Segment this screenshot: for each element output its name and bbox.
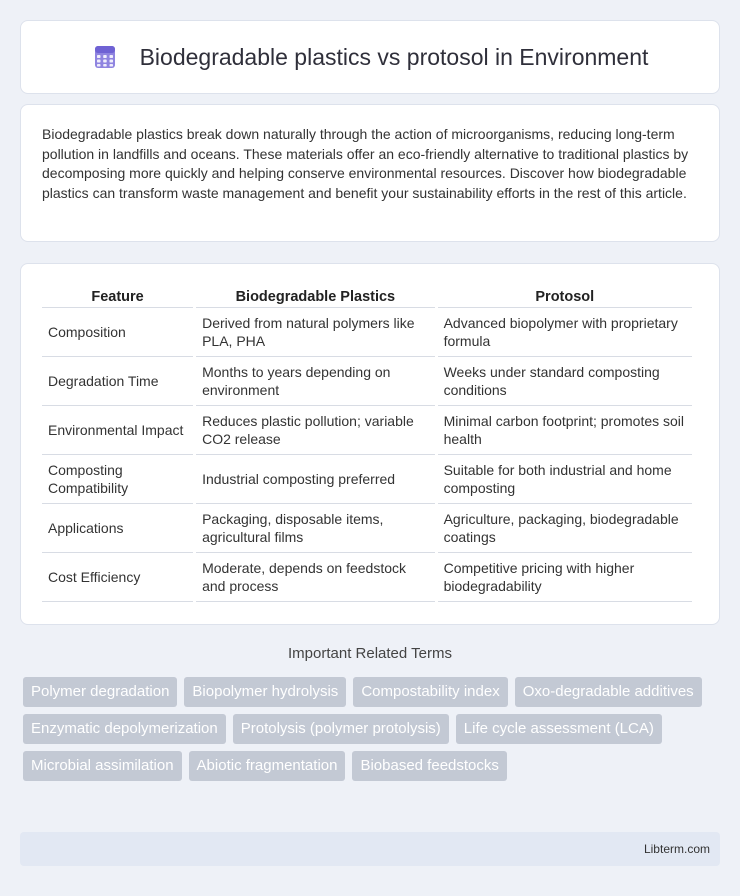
feature-cell: Composting Compatibility (42, 455, 193, 504)
intro-paragraph: Biodegradable plastics break down naturally through the action of microorganisms, reducing long-term pollution in landfills and oceans. These materials offer an eco-friendly alternative to traditional plastics by decomposing more quickly and helping conserve environmental resources. Discover how biodegradable plastics can transform waste management and benefit your sustainability efforts in the rest of this article. (42, 126, 689, 201)
protosol-cell: Suitable for both industrial and home composting (438, 455, 692, 504)
table-header-row (42, 285, 692, 308)
feature-cell: Applications (42, 504, 193, 553)
related-term-tag[interactable]: Abiotic fragmentation (189, 751, 346, 781)
table-row (42, 504, 692, 553)
table-row (42, 553, 692, 602)
table-row (42, 455, 692, 504)
footer (20, 832, 720, 866)
comparison-table (39, 285, 695, 602)
biodegradable-cell: Months to years depending on environment (196, 357, 435, 406)
intro-card (20, 104, 720, 242)
protosol-cell: Agriculture, packaging, biodegradable coatings (438, 504, 692, 553)
related-term-tag[interactable]: Biobased feedstocks (352, 751, 506, 781)
related-terms-list (23, 677, 723, 781)
table-row (42, 406, 692, 455)
calculator-icon (92, 44, 118, 70)
biodegradable-cell: Derived from natural polymers like PLA, PHA (196, 308, 435, 357)
protosol-cell: Advanced biopolymer with proprietary formula (438, 308, 692, 357)
header-card (20, 20, 720, 94)
comparison-table-card (20, 263, 720, 625)
page-title: Biodegradable plastics vs protosol in Environment (139, 43, 649, 70)
table-row (42, 308, 692, 357)
feature-cell: Environmental Impact (42, 406, 193, 455)
footer-site-link[interactable]: Libterm.com (643, 842, 710, 856)
related-term-tag[interactable]: Biopolymer hydrolysis (184, 677, 346, 707)
biodegradable-cell: Packaging, disposable items, agricultural films (196, 504, 435, 553)
feature-cell: Degradation Time (42, 357, 193, 406)
feature-cell: Composition (42, 308, 193, 357)
feature-cell: Cost Efficiency (42, 553, 193, 602)
protosol-cell: Minimal carbon footprint; promotes soil health (438, 406, 692, 455)
related-term-tag[interactable]: Enzymatic depolymerization (23, 714, 226, 744)
related-term-tag[interactable]: Life cycle assessment (LCA) (456, 714, 662, 744)
related-term-tag[interactable]: Protolysis (polymer protolysis) (233, 714, 449, 744)
column-header-protosol: Protosol (438, 285, 692, 308)
column-header-feature: Feature (42, 285, 193, 308)
biodegradable-cell: Industrial composting preferred (196, 455, 435, 504)
column-header-biodegradable-plastics: Biodegradable Plastics (196, 285, 435, 308)
related-term-tag[interactable]: Oxo-degradable additives (515, 677, 702, 707)
biodegradable-cell: Reduces plastic pollution; variable CO2 release (196, 406, 435, 455)
protosol-cell: Weeks under standard composting conditions (438, 357, 692, 406)
protosol-cell: Competitive pricing with higher biodegradability (438, 553, 692, 602)
biodegradable-cell: Moderate, depends on feedstock and process (196, 553, 435, 602)
related-term-tag[interactable]: Microbial assimilation (23, 751, 182, 781)
related-terms-heading: Important Related Terms (288, 645, 452, 662)
table-row (42, 357, 692, 406)
related-term-tag[interactable]: Compostability index (353, 677, 507, 707)
related-term-tag[interactable]: Polymer degradation (23, 677, 177, 707)
